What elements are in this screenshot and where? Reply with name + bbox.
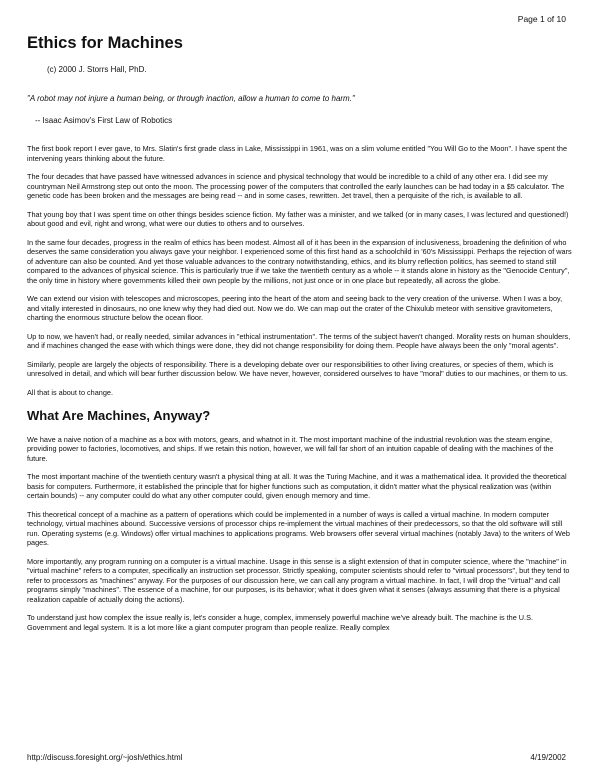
copyright-line: (c) 2000 J. Storrs Hall, PhD. <box>47 65 147 74</box>
epigraph-attribution: -- Isaac Asimov's First Law of Robotics <box>35 116 173 125</box>
paragraph: We have a naive notion of a machine as a box with motors, gears, and whatnot in it. The most important machine of the industrial revolution was the steam engine, providing power to factories, locomotives, and ships. If we retain this notion, however, we will fall far short of an intuition capable of dealing with the machines of the future. <box>27 434 554 463</box>
paragraph: The four decades that have passed have witnessed advances in science and physical technology that would be incredible to a child of any other era. I did see my countryman Neil Armstrong step out onto the moon. The processing power of the computers that controlled the early launches can be had today in a $5 calculator. The genetic code has been broken and the messages are being read -- and in some cases, rewritten. Jet travel, then a perquisite of the rich, is available to all. <box>27 172 565 200</box>
paragraph: To understand just how complex the issue really is, let's consider a huge, complex, immensely powerful machine we've already built. The machine is the U.S. Government and legal system. It is a lot more like a giant computer program than people realize. Really complex <box>27 613 533 632</box>
paragraph: Up to now, we haven't had, or really needed, similar advances in "ethical instrumentation". The terms of the subject haven't changed. Morality rests on human shoulders, and if machines changed the ease with which things were done, they did not change responsibility for doing them. People have always been the only "moral agents". <box>27 331 571 350</box>
footer-date: 4/19/2002 <box>530 753 566 762</box>
paragraph: Similarly, people are largely the objects of responsibility. There is a developing debate over our responsibilities to other living creatures, or species of them, which is unresolved in detail, and which will bear further discussion below. We have never, however, considered ourselves to have "moral" duties to our machines, or them to us. <box>27 359 568 378</box>
epigraph-quote: "A robot may not injure a human being, or through inaction, allow a human to come to harm." <box>27 94 355 103</box>
document-body <box>27 144 575 641</box>
document-title: Ethics for Machines <box>27 34 183 52</box>
paragraph: In the same four decades, progress in the realm of ethics has been modest. Almost all of it has been in the expansion of inclusiveness, broadening the definition of who deserves the same consideration you always gave your neighbor. I experienced some of this first hand as a schoolchild in '60's Mississippi. Perhaps the rejection of wars of adventure can also be counted. And yet those valuable advances to the contrary notwithstanding, ethics, and its blurry reflection politics, has seemed to stand still compared to the advances of physical science. This is particularly true if we take the twentieth century as a whole -- it stands alone in history as the "Genocide Century", the only time in history where governments killed their own people by the millions, not just once or in one place but repeatedly, all across the globe. <box>27 237 572 285</box>
paragraph: We can extend our vision with telescopes and microscopes, peering into the heart of the atom and seeing back to the very creation of the universe. When I was a boy, and vitally interested in dinosaurs, no one knew why they had died out. Now we do. We can map out the crater of the Chixulub meteor with sensitive gravitometers, charting the enormous structure below the ocean floor. <box>27 294 563 322</box>
paragraph: That young boy that I was spent time on other things besides science fiction. My father was a minister, and we talked (or in many cases, I was lectured and questioned!) about good and evil, right and wrong, what were our duties to others and to ourselves. <box>27 209 569 228</box>
paragraph: All that is about to change. <box>27 387 113 397</box>
paragraph: This theoretical concept of a machine as a pattern of operations which could be implemented in a number of ways is called a virtual machine. In modern computer technology, virtual machines abound. Successive versions of processor chips re-implement the virtual machines of their predecessors, so that the old software will still run. Operating systems (e.g. Windows) offer virtual machines to applications programs. Web browsers offer several virtual machines (notably Java) to the writers of Web pages. <box>27 509 570 547</box>
footer-url-link[interactable]: http://discuss.foresight.org/~josh/ethics.html <box>27 753 183 762</box>
paragraph: More importantly, any program running on a computer is a virtual machine. Usage in this sense is a slight extension of that in computer science, where the "machine" in "virtual machine" refers to a computer, specifically an instruction set processor. Strictly speaking, computer scientists should refer to "virtual processors", but they tend to refer to processors as "machines" anyway. For the purposes of our discussion here, we can call any program a virtual machine. In fact, I will drop the "virtual" and call programs simply "machines". The essence of a machine, for our purposes, is its behavior; what it does given what it senses (always assuming that there is a physical realization capable of actually doing the actions). <box>27 556 570 604</box>
page-number: Page 1 of 10 <box>517 14 566 24</box>
paragraph: The most important machine of the twentieth century wasn't a physical thing at all. It was the Turing Machine, and it was a mathematical idea. It provided the theoretical basis for computers. Furthermore, it established the principle that for higher functions such as computation, it didn't matter what the physical realization was (within certain bounds) -- any computer could do what any other computer could, given enough memory and time. <box>27 472 567 500</box>
section-heading: What Are Machines, Anyway? <box>27 408 211 423</box>
paragraph: The first book report I ever gave, to Mrs. Slatin's first grade class in Lake, Mississippi in 1961, was on a slim volume entitled "You Will Go to the Moon". I have spent the intervening years thinking about the future. <box>27 144 568 163</box>
